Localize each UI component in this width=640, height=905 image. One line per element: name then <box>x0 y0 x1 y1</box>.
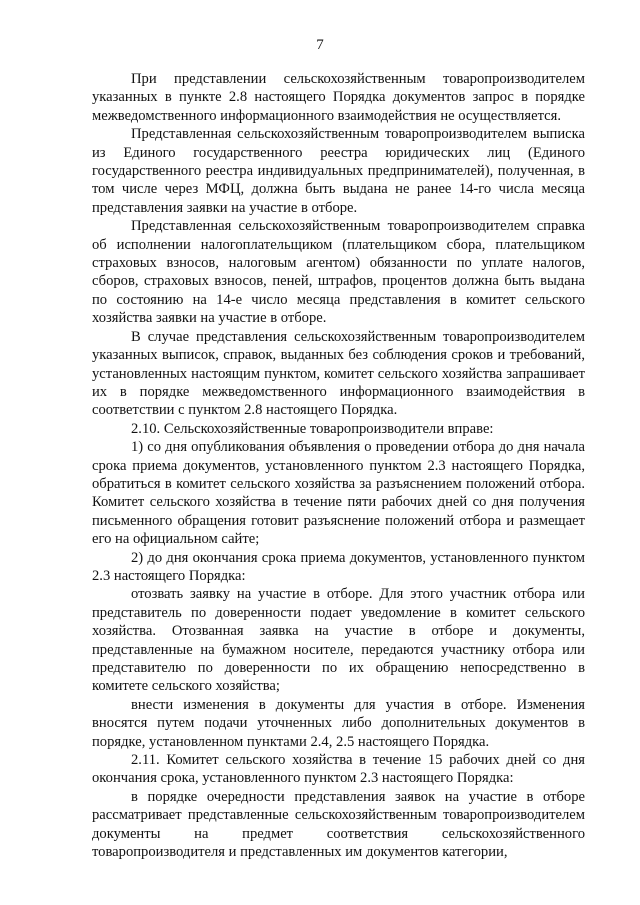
paragraph: В случае представления сельскохозяйственным товаропроизводителем указанных выписок, справок, выданных без соблюдения сроков и требований, установленных настоящим пунктом, комитет сельского хозяйства запрашивает их в порядке межведомственного информационного взаимодействия в соответствии с пунктом 2.8 настоящего Порядка. <box>92 328 585 419</box>
paragraph: При представлении сельскохозяйственным товаропроизводителем указанных в пункте 2.8 настоящего Порядка документов запрос в порядке межведомственного информационного взаимодействия не осуществляется. <box>92 71 585 124</box>
paragraph: Представленная сельскохозяйственным товаропроизводителем справка об исполнении налогоплательщиком (плательщиком сбора, плательщиком страховых взносов, налоговым агентом) обязанности по уплате налогов, сборов, страховых взносов, пеней, штрафов, процентов должна быть выдана по состоянию на 14-е число месяца представления в комитет сельского хозяйства заявки на участие в отборе. <box>92 218 585 327</box>
paragraph: 2.10. Сельскохозяйственные товаропроизводители вправе: <box>131 420 494 437</box>
paragraph: внести изменения в документы для участия в отборе. Изменения вносятся путем подачи уточненных либо дополнительных документов в порядке, установленном пунктами 2.4, 2.5 настоящего Порядка. <box>92 696 585 750</box>
page-number: 7 <box>316 37 324 53</box>
paragraph: Представленная сельскохозяйственным товаропроизводителем выписка из Единого государственного реестра юридических лиц (Единого государственного реестра индивидуальных предпринимателей), полученная, в том числе через МФЦ, должна быть выдана не ранее 14-го числа месяца представления заявки на участие в отборе. <box>92 126 585 216</box>
document-body <box>92 70 585 861</box>
paragraph: отозвать заявку на участие в отборе. Для этого участник отбора или представитель по доверенности подает уведомление в комитет сельского хозяйства. Отозванная заявка на участие в отборе и документы, представленные на бумажном носителе, передаются участнику отбора или представителю по доверенности по их обращению непосредственно в комитете сельского хозяйства; <box>92 586 585 695</box>
paragraph: в порядке очередности представления заявок на участие в отборе рассматривает представленные сельскохозяйственным товаропроизводителем документы на предмет соответствия сельскохозяйственного товаропроизводителя и представленных им документов категории, <box>92 788 585 861</box>
paragraph: 2) до дня окончания срока приема документов, установленного пунктом 2.3 настоящего Порядка: <box>92 549 585 584</box>
paragraph: 2.11. Комитет сельского хозяйства в течение 15 рабочих дней со дня окончания срока, установленного пунктом 2.3 настоящего Порядка: <box>92 752 585 787</box>
paragraph: 1) со дня опубликования объявления о проведении отбора до дня начала срока приема документов, установленного пунктом 2.3 настоящего Порядка, обратиться в комитет сельского хозяйства за разъяснением положений отбора. Комитет сельского хозяйства в течение пяти рабочих дней со дня получения письменного обращения готовит разъяснение положений отбора и размещает его на официальном сайте; <box>92 439 585 548</box>
